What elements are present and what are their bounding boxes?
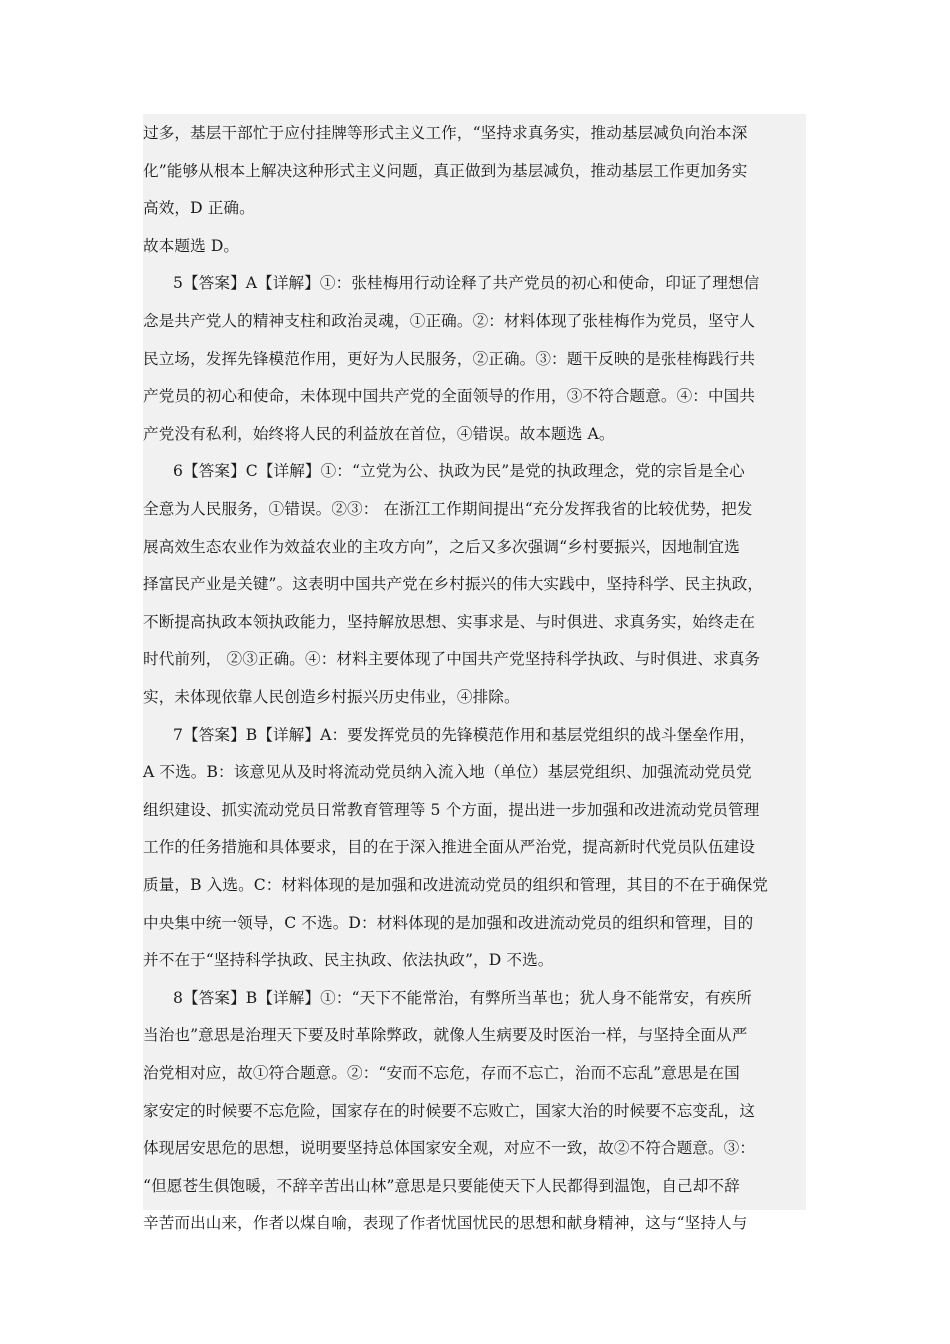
text-line: 时代前列， ②③正确。④：材料主要体现了中国共产党坚持科学执政、与时俱进、求真务 bbox=[143, 650, 761, 669]
text-line: A 不选。B：该意见从及时将流动党员纳入流入地（单位）基层党组织、加强流动党员党 bbox=[143, 763, 752, 782]
text-line: 辛苦而出山来，作者以煤自喻，表现了作者忧国忧民的思想和献身精神，这与“坚持人与 bbox=[143, 1214, 748, 1233]
text-line: 产党没有私利，始终将人民的利益放在首位，④错误。故本题选 A。 bbox=[143, 424, 615, 443]
text-line: 质量，B 入选。C：材料体现的是加强和改进流动党员的组织和管理，其目的不在于确保党 bbox=[143, 876, 769, 894]
text-line: 组织建设、抓实流动党员日常教育管理等 5 个方面，提出进一步加强和改进流动党员管理 bbox=[143, 800, 760, 819]
text-line: 当治也”意思是治理天下要及时革除弊政，就像人生病要及时医治一样，与坚持全面从严 bbox=[143, 1026, 748, 1045]
text-line: 不断提高执政本领执政能力，坚持解放思想、实事求是、与时俱进、求真务实，始终走在 bbox=[143, 612, 756, 631]
text-line: 择富民产业是关键”。这表明中国共产党在乡村振兴的伟大实践中，坚持科学、民主执政， bbox=[143, 575, 764, 594]
text-line: 实，未体现依靠人民创造乡村振兴历史伟业，④排除。 bbox=[143, 688, 520, 706]
document-page bbox=[143, 114, 806, 1233]
answer-5-heading-line: 5【答案】A【详解】①：张桂梅用行动诠释了共产党员的初心和使命，印证了理想信 bbox=[173, 274, 760, 293]
text-line: 产党员的初心和使命，未体现中国共产党的全面领导的作用，③不符合题意。④：中国共 bbox=[143, 387, 756, 406]
text-line: 故本题选 D。 bbox=[143, 236, 240, 255]
text-line: 并不在于“坚持科学执政、民主执政、依法执政”，D 不选。 bbox=[143, 951, 554, 970]
text-line: 念是共产党人的精神支柱和政治灵魂，①正确。②：材料体现了张桂梅作为党员，坚守人 bbox=[143, 312, 756, 330]
text-line: 中央集中统一领导，C 不选。D：材料体现的是加强和改进流动党员的组织和管理，目的 bbox=[143, 913, 754, 932]
text-line: 家安定的时候要不忘危险，国家存在的时候要不忘败亡，国家大治的时候要不忘变乱，这 bbox=[143, 1101, 756, 1120]
text-line: 全意为人民服务，①错误。②③： 在浙江工作期间提出“充分发挥我省的比较优势，把发 bbox=[143, 500, 753, 518]
text-line: 高效，D 正确。 bbox=[143, 199, 255, 218]
text-line: “但愿苍生俱饱暖，不辞辛苦出山林”意思是只要能使天下人民都得到温饱，自己却不辞 bbox=[143, 1176, 740, 1195]
text-line: 展高效生态农业作为效益农业的主攻方向”，之后又多次强调“乡村要振兴，因地制宜选 bbox=[143, 537, 740, 556]
answer-6-heading-line: 6【答案】C【详解】①：“立党为公、执政为民”是党的执政理念，党的宗旨是全心 bbox=[173, 462, 745, 481]
text-line: 体现居安思危的思想，说明要坚持总体国家安全观，对应不一致，故②不符合题意。③： bbox=[143, 1139, 756, 1158]
text-line: 民立场，发挥先锋模范作用，更好为人民服务，②正确。③：题干反映的是张桂梅践行共 bbox=[143, 349, 756, 368]
text-line: 工作的任务措施和具体要求，目的在于深入推进全面从严治党，提高新时代党员队伍建设 bbox=[143, 838, 756, 857]
text-line: 过多，基层干部忙于应付挂牌等形式主义工作，“坚持求真务实，推动基层减负向治本深 bbox=[143, 124, 748, 142]
text-line: 化”能够从根本上解决这种形式主义问题，真正做到为基层减负，推动基层工作更加务实 bbox=[143, 161, 748, 180]
answer-8-heading-line: 8【答案】B【详解】①：“天下不能常治，有弊所当革也；犹人身不能常安，有疾所 bbox=[173, 988, 752, 1007]
text-line: 治党相对应，故①符合题意。②：“安而不忘危，存而不忘亡，治而不忘乱”意思是在国 bbox=[143, 1064, 740, 1082]
answer-7-heading-line: 7【答案】B【详解】A：要发挥党员的先锋模范作用和基层党组织的战斗堡垒作用， bbox=[173, 725, 756, 744]
